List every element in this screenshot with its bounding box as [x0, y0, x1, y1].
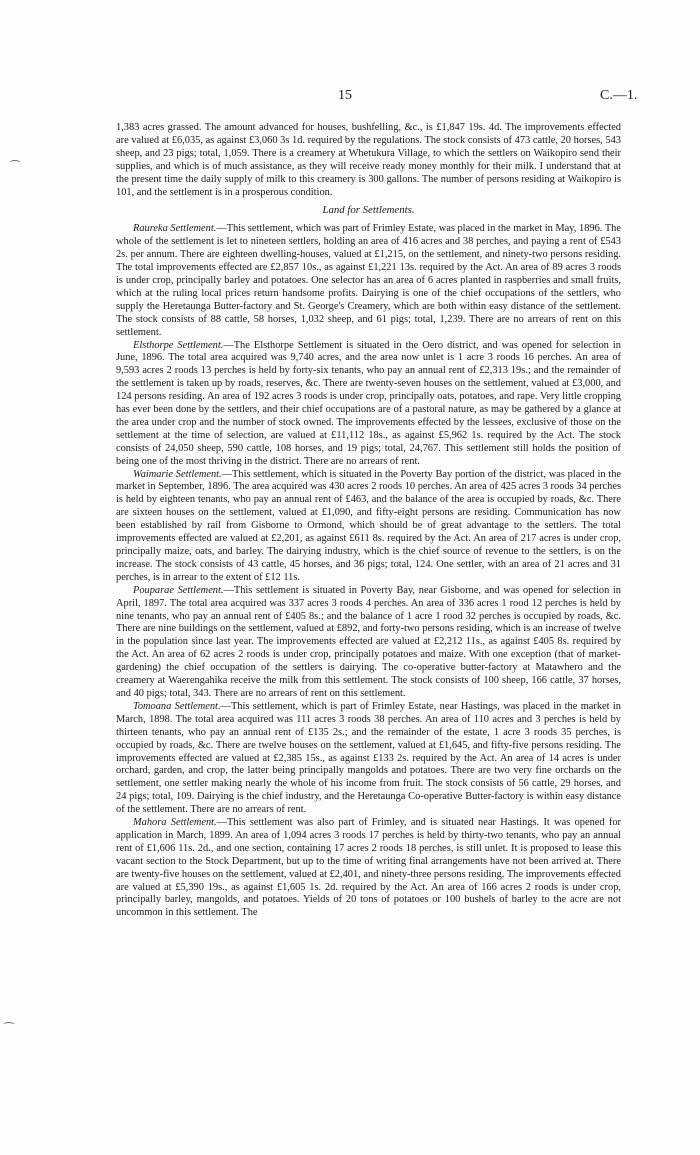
settlement-paragraph	[116, 469, 621, 585]
settlement-name: Waimarie Settlement.	[133, 468, 222, 480]
page-number: 15	[338, 88, 352, 103]
settlement-paragraph	[116, 701, 621, 817]
document-reference: C.—1.	[600, 88, 638, 103]
settlement-paragraph	[116, 817, 621, 920]
settlement-paragraph	[116, 340, 621, 469]
settlement-paragraph	[116, 223, 621, 339]
settlement-text: —This settlement was also part of Frimley, and is situated near Hastings. It was opened for application in March, 1899. An area of 1,094 acres 3 roods 17 perches is held by thirty-two tenants, who pay an annual rent of £1,606 11s. 2d., and one section, containing 17 acres 2 roods 18 perches, is still unlet. It is proposed to lease this vacant section to the Stock Department, but up to the time of writing final arrangements have not been arrived at. There are twenty-five houses on the settlement, valued at £2,401, and ninety-three persons residing. The improvements effected are valued at £5,390 19s., as against £1,605 1s. 2d. required by the Act. An area of 166 acres 2 roods is under crop, principally barley, mangolds, and potatoes. Yields of 20 tons of potatoes or 100 bushels of barley to the acre are not uncommon in this settlement. The	[116, 817, 621, 919]
settlement-name: Elsthorpe Settlement.	[133, 339, 224, 351]
settlement-text: —This settlement, which was part of Frimley Estate, was placed in the market in May, 1896. The whole of the settlement is let to nineteen settlers, holding an area of 416 acres and 38 perches, and paying a rent of £543 2s. per annum. There are eighteen dwelling-houses, valued at £1,215, on the settlement, and ninety-two persons residing. The total improvements effected are £2,857 10s., as against £1,221 13s. required by the Act. An area of 89 acres 3 roods is under crop, principally barley and potatoes. One selector has an area of 6 acres planted in raspberries and small fruits, which at the ruling local prices return handsome profits. Dairying is one of the chief occupations of the settlers, who supply the Heretaunga Butter-factory and St. George's Creamery, which are both within easy distance of the settlement. The stock consists of 88 cattle, 58 horses, 1,032 sheep, and 61 pigs; total, 1,239. There are no arrears of rent on this settlement.	[116, 223, 621, 338]
intro-paragraph: 1,383 acres grassed. The amount advanced for houses, bushfelling, &c., is £1,847 19s. 4d. The improvements effected are valued at £6,035, as against £3,060 3s 1d. required by the regulations. The stock consists of 473 cattle, 20 horses, 543 sheep, and 23 pigs; total, 1,059. There is a creamery at Whetukura Village, to which the settlers on Waikopiro send their supplies, and which is of much assistance, as they will receive ready money monthly for their milk. I understand that at the present time the daily supply of milk to this creamery is 300 gallons. The number of persons residing at Waikopiro is 101, and the settlement is in a prosperous condition.	[116, 122, 621, 198]
settlement-name: Raureka Settlement.	[133, 223, 217, 235]
settlement-name: Pouparae Settlement.	[133, 584, 224, 596]
settlement-text: —The Elsthorpe Settlement is situated in the Oero district, and was opened for selection in June, 1896. The total area acquired was 9,740 acres, and the area now unlet is 1 acre 3 roods 16 perches. An area of 9,593 acres 2 roods 13 perches is held by forty-six tenants, who pay an annual rent of £2,313 19s.; and the remainder of the settlement is taken up by roads, reserves, &c. There are twenty-seven houses on the settlement, valued at £3,000, and 124 persons residing. An area of 192 acres 3 roods is under crop, principally oats, potatoes, and rape. Very little cropping has ever been done by the settlers, and their chief occupations are of a pastoral nature, as may be gathered by a glance at the area under crop and the number of stock owned. The improvements effected by the lessees, exclusive of those on the settlement at the time of selection, are valued at £11,112 18s., as against £5,962 1s. required by the Act. The stock consists of 24,050 sheep, 590 cattle, 108 horses, and 19 pigs; total, 24,767. This settlement still holds the position of being one of the most thriving in the district. There are no arrears of rent.	[116, 339, 621, 467]
settlement-text: —This settlement, which is part of Frimley Estate, near Hastings, was placed in the market in March, 1898. The total area acquired was 111 acres 3 roods 38 perches. An area of 110 acres and 3 perches is held by thirteen tenants, who pay an annual rent of £135 2s.; and the remainder of the estate, 1 acre 3 roods 35 perches, is occupied by roads, &c. There are twelve houses on the settlement, valued at £1,645, and fifty-five persons residing. The improvements effected are valued at £2,385 15s., as against £133 2s. required by the Act. An area of 14 acres is under orchard, garden, and crop, the latter being principally mangolds and potatoes. There are two very fine orchards on the settlement, one settler making nearly the whole of his income from fruit. The stock consists of 56 cattle, 29 horses, and 24 pigs; total, 109. Dairying is the chief industry, and the Heretaunga Co-operative Butter-factory is within easy distance of the settlement. There are no arrears of rent.	[116, 700, 621, 816]
settlement-text: —This settlement, which is situated in the Poverty Bay portion of the district, was placed in the market in September, 1896. The area acquired was 430 acres 2 roods 10 perches. An area of 425 acres 3 roods 34 perches is held by eighteen tenants, who pay an annual rent of £463, and the balance of the area is occupied by roads, &c. There are sixteen houses on the settlement, valued at £1,090, and fifty-eight persons are residing. Communication has now been established by rail from Gisborne to Ormond, which should be of great advantage to the settlers. The total improvements effected are valued at £2,201, as against £611 8s. required by the Act. An area of 217 acres is under crop, principally maize, oats, and barley. The dairying industry, which is the chief source of revenue to the settlers, is on the increase. The stock consists of 43 cattle, 45 horses, and 36 pigs; total, 124. One settler, with an area of 21 acres and 31 perches, is in arrear to the extent of £12 11s.	[116, 468, 621, 583]
settlement-paragraph	[116, 585, 621, 701]
body-text	[116, 122, 621, 920]
margin-mark: ⁀	[4, 1022, 14, 1036]
settlement-name: Tomoana Settlement.	[133, 700, 221, 712]
margin-mark: ⁀	[10, 160, 20, 174]
section-heading: Land for Settlements.	[322, 204, 415, 217]
settlement-name: Mahora Settlement.	[133, 817, 217, 829]
settlement-text: —This settlement is situated in Poverty Bay, near Gisborne, and was opened for selection in April, 1897. The total area acquired was 337 acres 3 roods 4 perches. An area of 336 acres 1 rood 12 perches is held by nine tenants, who pay an annual rent of £405 8s.; and the balance of 1 acre 1 rood 32 perches is occupied by roads, &c. There are nine buildings on the settlement, valued at £892, and forty-two persons residing, which is an increase of twelve in the population since last year. The improvements effected are valued at £2,212 11s., as against £405 8s. required by the Act. An area of 62 acres 2 roods is under crop, principally potatoes and maize. With one exception (that of market-gardening) the chief occupation of the settlers is dairying. The co-operative butter-factory at Matawhero and the creamery at Waerengahika receive the milk from this settlement. The stock consists of 100 sheep, 166 cattle, 37 horses, and 40 pigs; total, 343. There are no arrears of rent on this settlement.	[116, 584, 621, 699]
